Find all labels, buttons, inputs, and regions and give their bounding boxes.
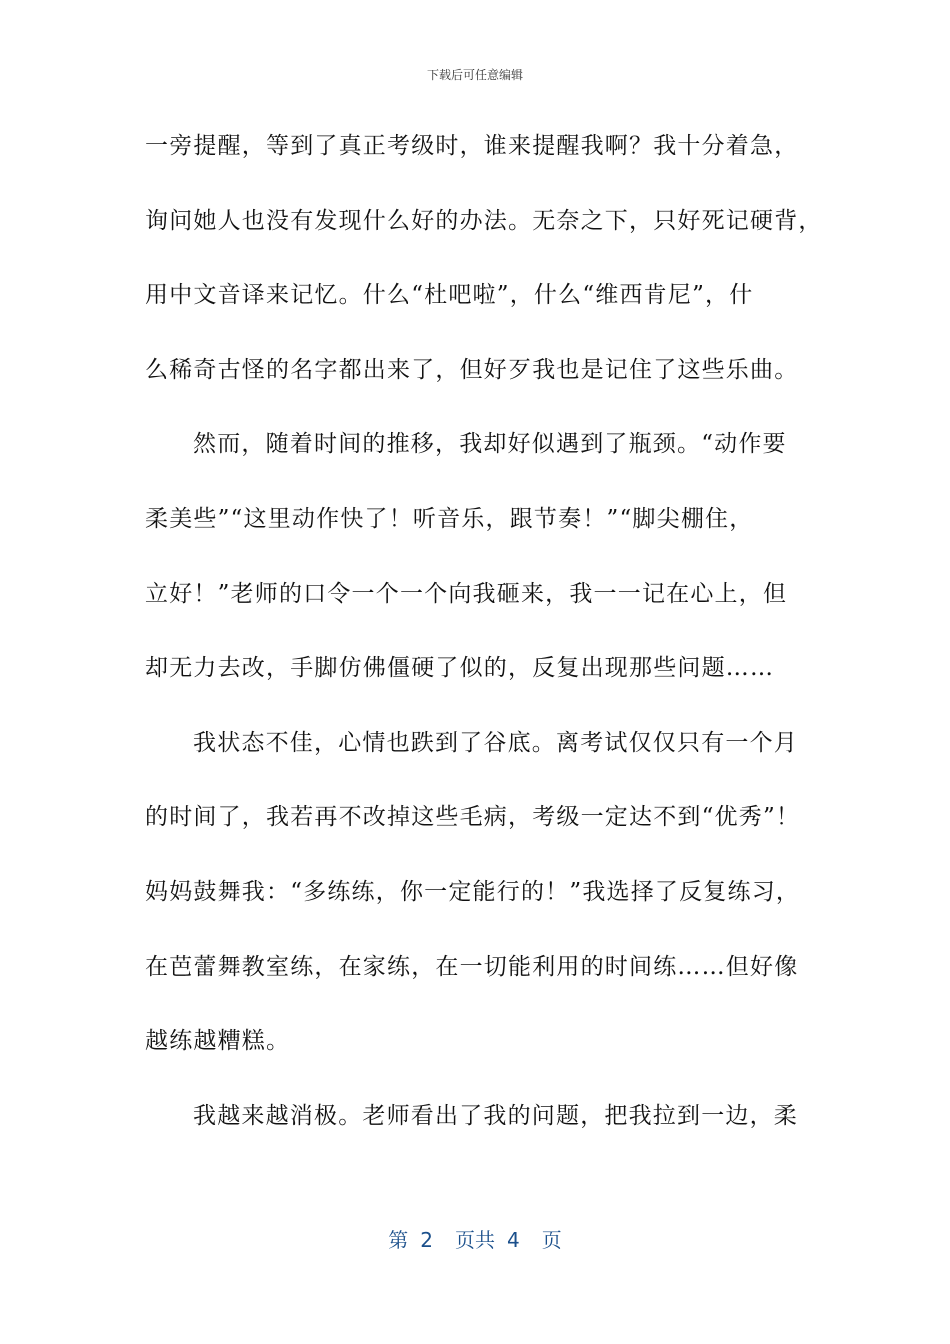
header-note: 下载后可任意编辑 xyxy=(426,68,523,82)
text-line: 在芭蕾舞教室练，在家练，在一切能利用的时间练……但好像 xyxy=(145,953,799,980)
paragraph-start-line: 我状态不佳，心情也跌到了谷底。离考试仅仅只有一个月 xyxy=(193,729,798,756)
footer-prefix: 第 xyxy=(388,1228,409,1252)
text-line: 立好！”老师的口令一个一个向我砸来，我一一记在心上，但 xyxy=(145,580,788,607)
text-line: 用中文音译来记忆。什么“杜吧啦”，什么“维西肯尼”，什 xyxy=(145,282,754,309)
text-line: 么稀奇古怪的名字都出来了，但好歹我也是记住了这些乐曲。 xyxy=(145,356,799,383)
footer-middle: 页共 xyxy=(455,1228,495,1252)
paragraph-start-line: 然而，随着时间的推移，我却好似遇到了瓶颈。“动作要 xyxy=(193,431,787,458)
text-line: 的时间了，我若再不改掉这些毛病，考级一定达不到“优秀”！ xyxy=(145,804,801,831)
page-footer xyxy=(0,1224,950,1253)
paragraph-start-line: 我越来越消极。老师看出了我的问题，把我拉到一边，柔 xyxy=(193,1102,798,1129)
footer-total-pages: 4 xyxy=(507,1228,520,1252)
text-line: 越练越糟糕。 xyxy=(145,1028,291,1055)
body-text xyxy=(145,118,823,1162)
footer-current-page: 2 xyxy=(420,1228,433,1252)
text-line: 妈妈鼓舞我：“多练练，你一定能行的！”我选择了反复练习， xyxy=(145,878,801,905)
text-line: 柔美些”“这里动作快了！听音乐，跟节奏！”“脚尖棚住， xyxy=(145,505,754,532)
footer-suffix: 页 xyxy=(541,1228,562,1252)
text-line: 却无力去改，手脚仿佛僵硬了似的，反复出现那些问题…… xyxy=(145,655,775,682)
text-line: 一旁提醒，等到了真正考级时，谁来提醒我啊？我十分着急， xyxy=(145,133,799,159)
text-line: 询问她人也没有发现什么好的办法。无奈之下，只好死记硬背， xyxy=(145,207,823,234)
